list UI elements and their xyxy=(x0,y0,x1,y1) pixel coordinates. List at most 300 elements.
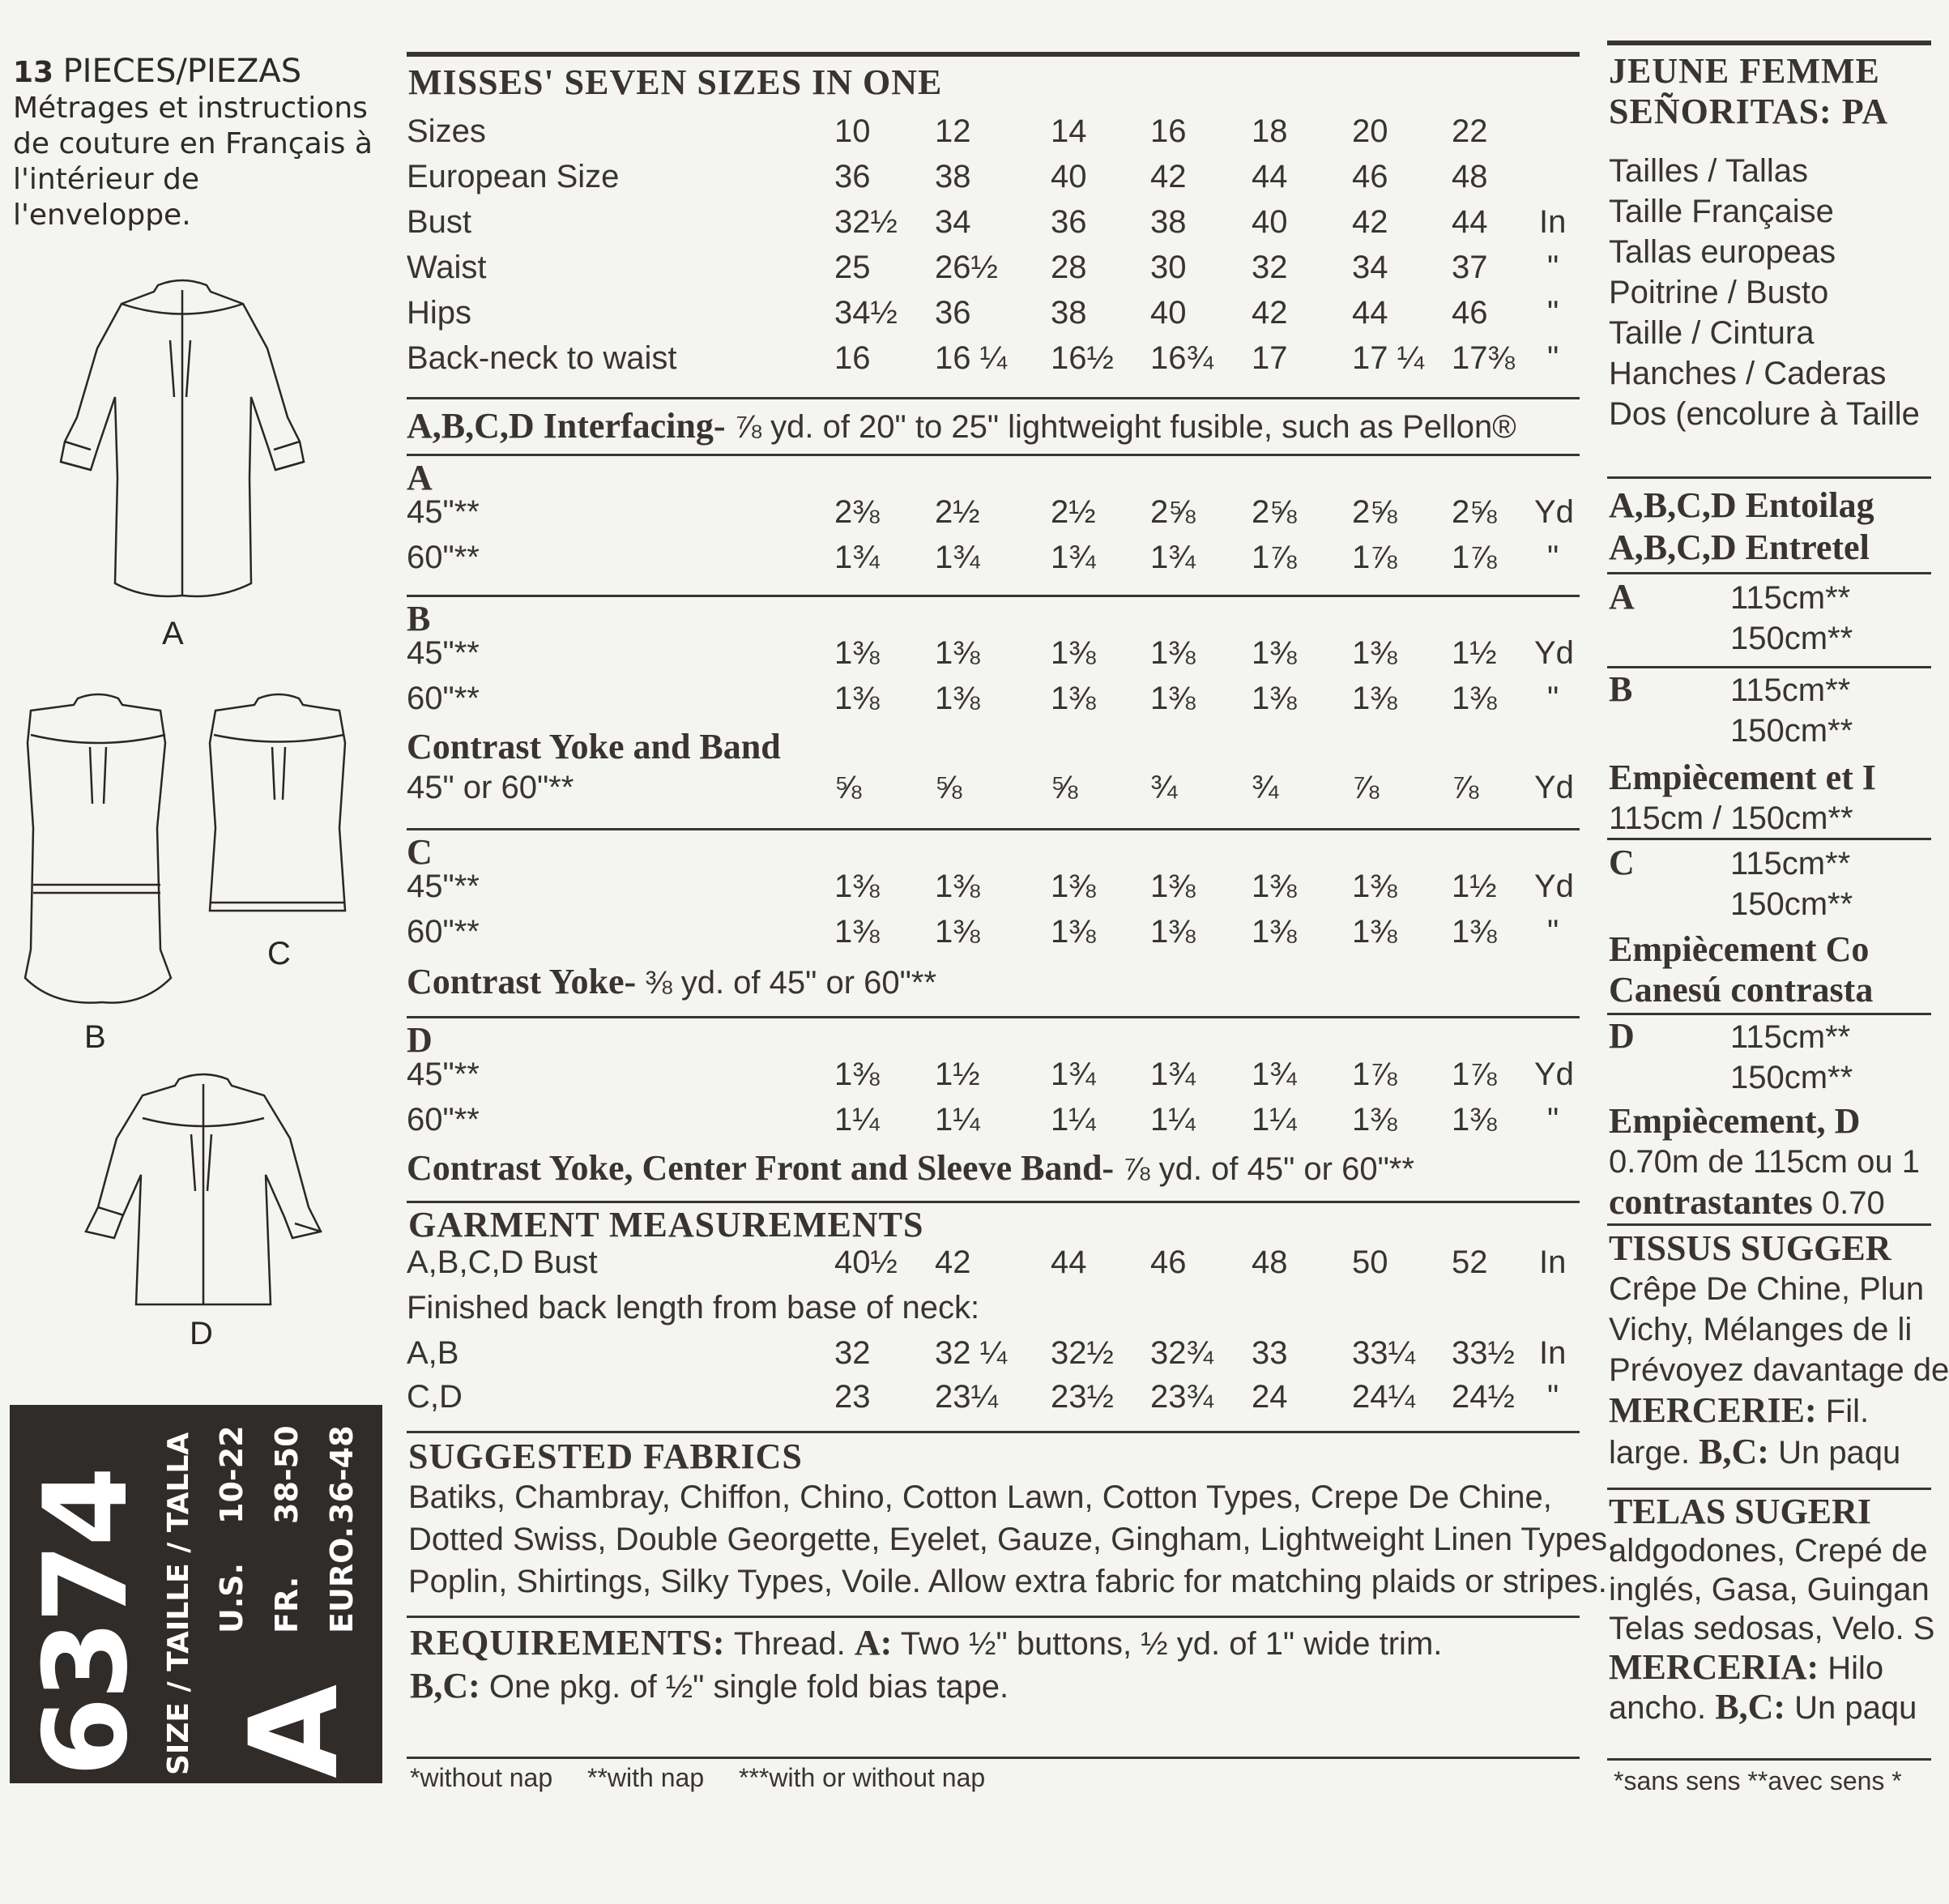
fr-large-bc: B,C: xyxy=(1699,1432,1769,1471)
fr-contrastantes: contrastantes xyxy=(1609,1182,1813,1222)
fr-view-letter: C xyxy=(1609,843,1635,882)
rule xyxy=(1607,572,1931,574)
fr-entoilage: A,B,C,D Entoilag xyxy=(1609,485,1874,525)
cell: 1⅜ xyxy=(834,914,880,950)
size-label: SIZE / TAILLE / TALLA xyxy=(162,1432,195,1775)
us-label: U.S. xyxy=(214,1562,249,1633)
cell: 1⅜ xyxy=(1352,635,1397,671)
cell: 33¼ xyxy=(1352,1335,1415,1371)
view-letter: C xyxy=(407,832,433,872)
footnote-with-or-without: ***with or without nap xyxy=(739,1763,986,1792)
requirements-thread: Thread. xyxy=(725,1626,855,1662)
fr-ancho: ancho. xyxy=(1609,1690,1716,1726)
cell: 16 xyxy=(1150,113,1187,149)
fr-view-c xyxy=(1609,843,1917,1010)
unit: Yd xyxy=(1534,770,1574,805)
fr-tissus xyxy=(1609,1228,1949,1473)
row-label: Bust xyxy=(407,204,472,240)
euro-label: EURO. xyxy=(324,1526,360,1633)
fr-title-1: JEUNE FEMME xyxy=(1609,51,1880,91)
contrast-title: Contrast Yoke and Band xyxy=(407,727,781,766)
cell: 1⅜ xyxy=(1352,1102,1397,1138)
cell: ⅝ xyxy=(1051,770,1078,805)
requirements-line-1 xyxy=(410,1622,1584,1665)
cell: 1½ xyxy=(1452,635,1497,671)
rule xyxy=(407,1757,1580,1759)
cell: 2½ xyxy=(935,494,980,530)
cell: 1⅞ xyxy=(1252,540,1297,575)
view-c-label: C xyxy=(267,936,291,971)
fr-row: 115cm** xyxy=(1730,846,1851,882)
row-label: 60"** xyxy=(407,681,480,716)
rule xyxy=(407,1201,1580,1203)
footnotes xyxy=(410,1763,985,1793)
us-range: 10-22 xyxy=(214,1425,249,1524)
cell: 24¼ xyxy=(1352,1379,1415,1415)
cell: 40 xyxy=(1051,159,1087,194)
unit: " xyxy=(1547,540,1559,575)
fr-telas-line: aldgodones, Crepé de xyxy=(1609,1533,1928,1569)
fr-footnote: *sans sens **avec sens * xyxy=(1614,1766,1902,1795)
cell: 1¼ xyxy=(834,1102,880,1138)
row-label: 45"** xyxy=(407,869,480,904)
cell: 1¼ xyxy=(1051,1102,1096,1138)
pieces-title: PIECES/PIEZAS xyxy=(62,53,302,90)
cell: 1⅜ xyxy=(834,869,880,904)
cell: 40 xyxy=(1252,204,1288,240)
fr-view-letter: B xyxy=(1609,669,1633,709)
pieces-heading xyxy=(13,53,377,91)
row-label: Back-neck to waist xyxy=(407,340,677,376)
cell: 36 xyxy=(1051,204,1087,240)
row-label: 45"** xyxy=(407,1057,480,1092)
cell: 1¼ xyxy=(935,1102,980,1138)
fr-chart-label: Poitrine / Busto xyxy=(1609,275,1829,310)
fabrics-title: SUGGESTED FABRICS xyxy=(408,1437,803,1476)
rule xyxy=(1607,1758,1931,1761)
rule xyxy=(407,1431,1580,1433)
contrast-label: Contrast Yoke, Center Front and Sleeve Band- xyxy=(407,1148,1115,1188)
contrast-text: ⅞ yd. of 45" or 60"** xyxy=(1114,1151,1414,1187)
fr-large: large. xyxy=(1609,1435,1700,1471)
row-label: 60"** xyxy=(407,540,480,575)
cell: 32 xyxy=(834,1335,871,1371)
unit: " xyxy=(1547,1379,1559,1415)
rule xyxy=(1607,476,1931,479)
cell: 1⅜ xyxy=(1352,869,1397,904)
view-b-drawing xyxy=(21,690,175,1006)
requirements-a-text: Two ½" buttons, ½ yd. of 1" wide trim. xyxy=(892,1626,1443,1662)
cell: 1⅜ xyxy=(1252,869,1297,904)
requirements xyxy=(410,1622,1584,1708)
requirements-title: REQUIREMENTS: xyxy=(410,1623,726,1663)
rule xyxy=(407,1016,1580,1018)
garment-measurements xyxy=(407,1244,1580,1423)
rule xyxy=(1607,1223,1931,1226)
fr-row: 150cm** xyxy=(1730,1060,1853,1095)
pieces-note-1: Métrages et instructions xyxy=(13,92,368,125)
fr-row: 115cm** xyxy=(1730,1019,1851,1055)
fr-range: 38-50 xyxy=(269,1425,305,1524)
fr-emp-d-line: 0.70m de 115cm ou 1 xyxy=(1609,1144,1920,1180)
rule xyxy=(407,828,1580,830)
fr-emp-d: Empiècement, D xyxy=(1609,1101,1861,1141)
cell: 1½ xyxy=(935,1057,980,1092)
cell: 42 xyxy=(1352,204,1388,240)
unit: " xyxy=(1547,295,1559,331)
row-label: 45" or 60"** xyxy=(407,770,574,805)
cell: 25 xyxy=(834,250,871,285)
fr-telas xyxy=(1609,1492,1935,1727)
fr-view-letter: A xyxy=(1609,577,1635,617)
cell: 42 xyxy=(1252,295,1288,331)
cell: ¾ xyxy=(1150,770,1178,805)
cell: 1¾ xyxy=(1150,1057,1196,1092)
cell: 50 xyxy=(1352,1244,1388,1280)
cell: 1¾ xyxy=(1051,540,1096,575)
pieces-count: 13 xyxy=(13,56,54,89)
fr-entretela: A,B,C,D Entretel xyxy=(1609,527,1870,567)
row-label: 45"** xyxy=(407,494,480,530)
fabrics-text xyxy=(408,1476,1617,1603)
row-label: European Size xyxy=(407,159,620,194)
cell: 1⅞ xyxy=(1352,1057,1397,1092)
cell: ⅝ xyxy=(834,770,862,805)
fr-large-rest: Un paqu xyxy=(1768,1435,1901,1471)
cell: 23¾ xyxy=(1150,1379,1213,1415)
fr-row: 150cm** xyxy=(1730,886,1853,922)
fr-tissus-line: Prévoyez davantage de xyxy=(1609,1352,1949,1388)
rule xyxy=(407,454,1580,456)
row-label: 60"** xyxy=(407,914,480,950)
cell: 24½ xyxy=(1452,1379,1515,1415)
fabrics-line: Batiks, Chambray, Chiffon, Chino, Cotton Lawn, Cotton Types, Crepe De Chine, xyxy=(408,1479,1552,1515)
cell: 32½ xyxy=(1051,1335,1114,1371)
cell: 1⅜ xyxy=(935,869,980,904)
cell: 1⅞ xyxy=(1452,540,1497,575)
cell: 38 xyxy=(1150,204,1187,240)
unit: Yd xyxy=(1534,494,1574,530)
chart-title: MISSES' SEVEN SIZES IN ONE xyxy=(408,62,943,102)
fr-chart-labels xyxy=(1609,151,1920,434)
cell: 44 xyxy=(1452,204,1488,240)
cell: ⅝ xyxy=(935,770,962,805)
view-letter: A xyxy=(407,458,433,497)
row-label: A,B xyxy=(407,1335,459,1371)
cell: 32 xyxy=(1252,250,1288,285)
cell: 1½ xyxy=(1452,869,1497,904)
fr-emp-d-line3: 0.70 xyxy=(1812,1185,1885,1221)
fr-label: FR. xyxy=(269,1576,305,1633)
fr-tissus-line: Crêpe De Chine, Plun xyxy=(1609,1271,1925,1307)
pattern-badge xyxy=(10,1405,382,1783)
cell: 1⅜ xyxy=(834,681,880,716)
row-label: Sizes xyxy=(407,113,486,149)
cell: 1⅜ xyxy=(834,635,880,671)
unit: " xyxy=(1547,681,1559,716)
cell: 1⅜ xyxy=(935,914,980,950)
cell: 30 xyxy=(1150,250,1187,285)
length-note: Finished back length from base of neck: xyxy=(407,1290,980,1326)
view-a-drawing xyxy=(57,275,308,600)
cell: 1⅜ xyxy=(1252,635,1297,671)
unit: Yd xyxy=(1534,1057,1574,1092)
cell: 40½ xyxy=(834,1244,898,1280)
cell: 1⅜ xyxy=(1150,635,1196,671)
cell: 44 xyxy=(1252,159,1288,194)
fr-view-b xyxy=(1609,669,1917,839)
fr-tissus-title: TISSUS SUGGER xyxy=(1609,1228,1891,1268)
cell: 23 xyxy=(834,1379,871,1415)
fr-view-a xyxy=(1609,577,1917,659)
rule xyxy=(1607,41,1931,45)
fabrics-line: Dotted Swiss, Double Georgette, Eyelet, Gauze, Gingham, Lightweight Linen Types, xyxy=(408,1522,1617,1557)
cell: 1¾ xyxy=(1252,1057,1297,1092)
pieces-note-2: de couture en Français à xyxy=(13,127,373,160)
yardage-view-d xyxy=(407,1019,1580,1189)
view-a-label: A xyxy=(162,616,184,651)
footnote-with-nap: **with nap xyxy=(587,1763,705,1792)
fr-chart-label: Tailles / Tallas xyxy=(1609,153,1809,189)
fr-chart-label: Taille / Cintura xyxy=(1609,315,1815,351)
cell: 1⅜ xyxy=(1452,681,1497,716)
cell: 46 xyxy=(1352,159,1388,194)
yardage-view-a xyxy=(407,457,1580,578)
cell: 23½ xyxy=(1051,1379,1114,1415)
cell: 44 xyxy=(1352,295,1388,331)
cell: 33 xyxy=(1252,1335,1288,1371)
cell: 2⅝ xyxy=(1452,494,1497,530)
cell: 1⅜ xyxy=(1252,681,1297,716)
cell: ⅞ xyxy=(1352,770,1380,805)
fr-title-2: SEÑORITAS: PA xyxy=(1609,92,1889,131)
cell: 26½ xyxy=(935,250,998,285)
rule xyxy=(1607,1488,1931,1490)
cell: 42 xyxy=(1150,159,1187,194)
fr-mercerie: MERCERIE: xyxy=(1609,1390,1817,1430)
cell: 1¾ xyxy=(834,540,880,575)
row-label: 60"** xyxy=(407,1102,480,1138)
top-rule xyxy=(407,52,1580,57)
cell: 52 xyxy=(1452,1244,1488,1280)
row-label: A,B,C,D Bust xyxy=(407,1244,598,1280)
french-column xyxy=(1607,0,1949,1904)
cell: 17 ¼ xyxy=(1352,340,1424,376)
cell: 1⅜ xyxy=(1051,914,1096,950)
pattern-number: 6374 xyxy=(19,1469,153,1777)
cell: 46 xyxy=(1452,295,1488,331)
fr-row: 150cm** xyxy=(1730,621,1853,656)
cell: 1⅜ xyxy=(1051,681,1096,716)
cell: 18 xyxy=(1252,113,1288,149)
fr-emp-c1: Empiècement Co xyxy=(1609,929,1870,969)
contrast-line xyxy=(407,1147,1414,1188)
cell: 1⅜ xyxy=(935,681,980,716)
cell: 36 xyxy=(935,295,971,331)
interfacing-text: ⅞ yd. of 20" to 25" lightweight fusible, such as Pellon® xyxy=(725,409,1516,445)
cell: 42 xyxy=(935,1244,971,1280)
euro-range: 36-48 xyxy=(324,1425,360,1524)
rule xyxy=(1607,838,1931,840)
cell: 16 ¼ xyxy=(935,340,1007,376)
fr-emp-c2: Canesú contrasta xyxy=(1609,970,1874,1010)
cell: 32½ xyxy=(834,204,898,240)
cell: 32¾ xyxy=(1150,1335,1213,1371)
row-label: Waist xyxy=(407,250,487,285)
cell: 34 xyxy=(935,204,971,240)
pieces-note-3: l'intérieur de l'enveloppe. xyxy=(13,163,199,232)
cell: 1⅜ xyxy=(1051,869,1096,904)
cell: 23¼ xyxy=(935,1379,998,1415)
size-chart xyxy=(407,113,1580,389)
view-letter: B xyxy=(407,599,431,638)
interfacing-line xyxy=(407,405,1516,446)
cell: 1⅜ xyxy=(1452,1102,1497,1138)
cell: 28 xyxy=(1051,250,1087,285)
unit: " xyxy=(1547,250,1559,285)
cell: 20 xyxy=(1352,113,1388,149)
fr-chart-label: Taille Française xyxy=(1609,194,1834,229)
cell: 2⅝ xyxy=(1252,494,1297,530)
cell: 1⅜ xyxy=(1352,681,1397,716)
cell: 1⅞ xyxy=(1452,1057,1497,1092)
cell: 40 xyxy=(1150,295,1187,331)
garment-title: GARMENT MEASUREMENTS xyxy=(408,1205,924,1244)
cell: 12 xyxy=(935,113,971,149)
cell: 2⅜ xyxy=(834,494,880,530)
view-b-label: B xyxy=(84,1019,106,1055)
fabrics-line: Poplin, Shirtings, Silky Types, Voile. Allow extra fabric for matching plaids or stripes. xyxy=(408,1564,1607,1599)
view-letter: D xyxy=(407,1020,433,1060)
cell: 34½ xyxy=(834,295,898,331)
cell: 1¼ xyxy=(1252,1102,1297,1138)
view-d-drawing xyxy=(78,1069,329,1313)
rule xyxy=(1607,666,1931,668)
view-d-label: D xyxy=(190,1316,213,1351)
contrast-label: Contrast Yoke- xyxy=(407,962,637,1001)
requirements-line-2 xyxy=(410,1665,1584,1708)
unit: In xyxy=(1539,204,1567,240)
cell: 16 xyxy=(834,340,871,376)
fr-telas-line: Telas sedosas, Velo. S xyxy=(1609,1611,1935,1646)
yardage-view-c xyxy=(407,831,1580,1018)
unit: Yd xyxy=(1534,869,1574,904)
cell: 1⅜ xyxy=(935,635,980,671)
view-c-drawing xyxy=(206,690,352,917)
requirements-bc-text: One pkg. of ½" single fold bias tape. xyxy=(480,1669,1009,1705)
row-label: 45"** xyxy=(407,635,480,671)
fr-chart-label: Hanches / Caderas xyxy=(1609,356,1887,391)
cell: 1⅜ xyxy=(1150,681,1196,716)
requirements-bc-label: B,C: xyxy=(410,1666,480,1705)
cell: 48 xyxy=(1452,159,1488,194)
rule xyxy=(407,397,1580,399)
fr-chart-label: Tallas europeas xyxy=(1609,234,1836,270)
rule xyxy=(1607,1013,1931,1015)
contrast-text: ⅜ yd. of 45" or 60"** xyxy=(636,965,936,1001)
fr-merceria-text: Hilo xyxy=(1819,1650,1884,1686)
cell: 32 ¼ xyxy=(935,1335,1007,1371)
cell: 10 xyxy=(834,113,871,149)
cell: ⅞ xyxy=(1452,770,1479,805)
cell: 2⅝ xyxy=(1352,494,1397,530)
cell: 1⅜ xyxy=(1051,635,1096,671)
yardage-view-b xyxy=(407,598,1580,825)
fr-view-d xyxy=(1609,1016,1920,1223)
cell: 24 xyxy=(1252,1379,1288,1415)
cell: 1⅜ xyxy=(1352,914,1397,950)
cell: 46 xyxy=(1150,1244,1187,1280)
unit: " xyxy=(1547,914,1559,950)
unit: In xyxy=(1539,1244,1567,1280)
unit: " xyxy=(1547,340,1559,376)
fr-row: 115cm** xyxy=(1730,580,1851,616)
requirements-a-label: A: xyxy=(854,1623,893,1663)
cell: 16½ xyxy=(1051,340,1114,376)
cell: 48 xyxy=(1252,1244,1288,1280)
fr-emp-b: Empiècement et I xyxy=(1609,758,1876,797)
fr-ancho-rest: Un paqu xyxy=(1785,1690,1917,1726)
fr-chart-label: Dos (encolure à Taille xyxy=(1609,396,1920,432)
fr-row: 115cm** xyxy=(1730,672,1851,708)
cell: 34 xyxy=(1352,250,1388,285)
fr-mercerie-text: Fil. xyxy=(1816,1394,1870,1429)
unit: " xyxy=(1547,1102,1559,1138)
cell: 1⅜ xyxy=(1252,914,1297,950)
cell: 38 xyxy=(1051,295,1087,331)
cell: 22 xyxy=(1452,113,1488,149)
fr-merceria: MERCERIA: xyxy=(1609,1647,1819,1687)
row-label: C,D xyxy=(407,1379,463,1415)
fr-row: 150cm** xyxy=(1730,713,1853,749)
cell: 36 xyxy=(834,159,871,194)
fr-ancho-bc: B,C: xyxy=(1715,1687,1785,1727)
contrast-line xyxy=(407,961,936,1001)
cell: 1⅜ xyxy=(1150,869,1196,904)
unit: In xyxy=(1539,1335,1567,1371)
cell: 16¾ xyxy=(1150,340,1213,376)
fr-telas-line: inglés, Gasa, Guingan xyxy=(1609,1572,1930,1607)
cell: 37 xyxy=(1452,250,1488,285)
cell: 1¾ xyxy=(935,540,980,575)
fr-tissus-line: Vichy, Mélanges de li xyxy=(1609,1312,1913,1347)
size-letter: A xyxy=(224,1684,365,1778)
interfacing-label: A,B,C,D Interfacing- xyxy=(407,406,726,446)
fr-emp-b-row: 115cm / 150cm** xyxy=(1609,800,1853,836)
cell: 1⅜ xyxy=(1452,914,1497,950)
cell: 33½ xyxy=(1452,1335,1515,1371)
cell: 2½ xyxy=(1051,494,1096,530)
pieces-info xyxy=(13,53,377,233)
cell: 17 xyxy=(1252,340,1288,376)
cell: 1⅞ xyxy=(1352,540,1397,575)
row-label: Hips xyxy=(407,295,472,331)
fr-telas-title: TELAS SUGERI xyxy=(1609,1492,1872,1531)
cell: 44 xyxy=(1051,1244,1087,1280)
rule xyxy=(407,595,1580,597)
cell: ¾ xyxy=(1252,770,1279,805)
rule xyxy=(407,1616,1580,1618)
cell: 38 xyxy=(935,159,971,194)
unit: Yd xyxy=(1534,635,1574,671)
fr-interfacing xyxy=(1609,485,1874,569)
cell: 1⅜ xyxy=(1150,914,1196,950)
footnote-without-nap: *without nap xyxy=(410,1763,553,1792)
fr-view-letter: D xyxy=(1609,1016,1635,1056)
cell: 2⅝ xyxy=(1150,494,1196,530)
cell: 14 xyxy=(1051,113,1087,149)
cell: 1¼ xyxy=(1150,1102,1196,1138)
